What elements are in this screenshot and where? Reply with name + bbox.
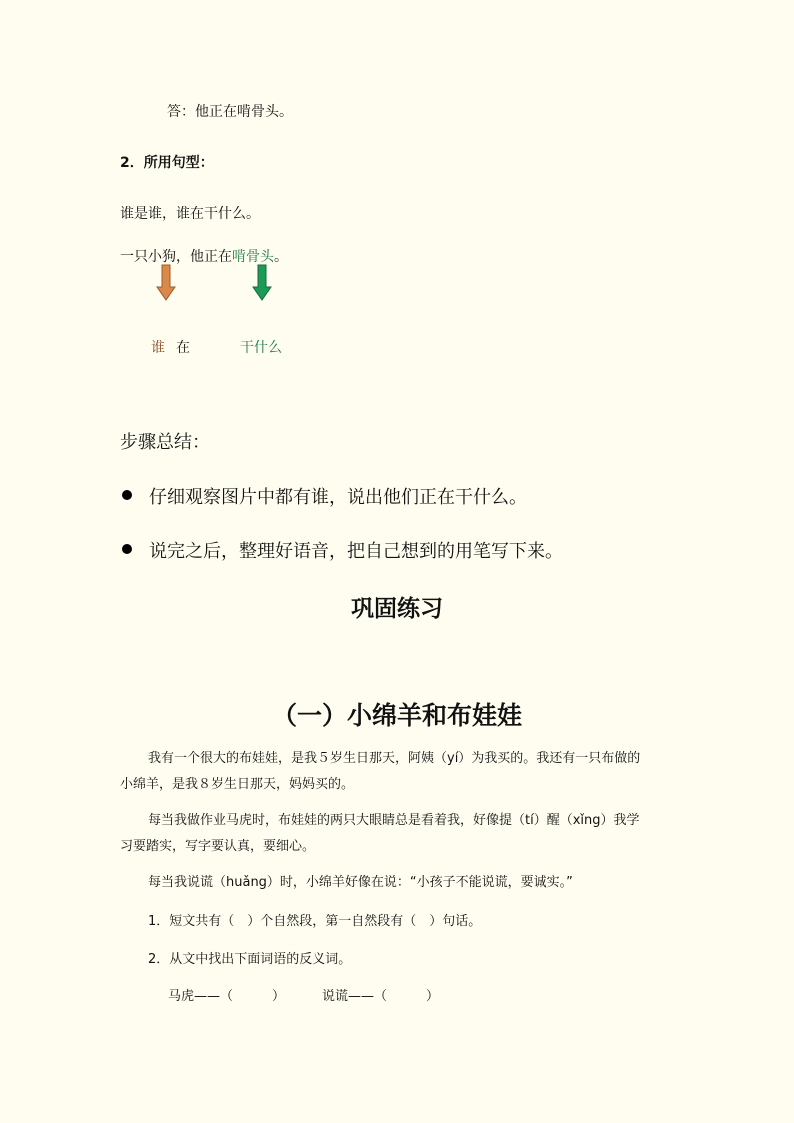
example-highlight: 啃骨头 [232, 249, 274, 265]
story-paragraph: 每当我做作业马虎时，布娃娃的两只大眼睛总是看着我，好像提（tí）醒（xǐng）我学习要踏实，写字要认真，要细心。 [120, 813, 640, 854]
sentence-pattern: 谁是谁，谁在干什么。 [120, 206, 260, 222]
step-item: 仔细观察图片中都有谁，说出他们正在干什么。 [149, 487, 527, 508]
question-1: 1．短文共有（ ）个自然段，第一自然段有（ ）句话。 [148, 914, 482, 929]
brown-down-arrow-icon [155, 264, 177, 302]
label-who: 谁 [151, 340, 165, 356]
antonym-item: 说谎——（ ） [322, 989, 440, 1004]
label-at: 在 [176, 340, 190, 356]
story-paragraph: 我有一个很大的布娃娃，是我５岁生日那天，阿姨（yí）为我买的。我还有一只布做的小绵羊，是我８岁生日那天，妈妈买的。 [120, 751, 641, 792]
story-title: （一）小绵羊和布娃娃 [271, 701, 522, 730]
bullet-icon [122, 544, 132, 554]
question-2: 2．从文中找出下面词语的反义词。 [148, 952, 352, 967]
answer-line: 答：他正在啃骨头。 [167, 104, 293, 120]
summary-heading: 步骤总结： [120, 432, 210, 453]
example-sentence [120, 246, 288, 266]
bullet-icon [122, 490, 132, 500]
practice-title: 巩固练习 [351, 596, 443, 622]
example-suffix: 。 [274, 249, 288, 265]
example-prefix: 一只小狗，他正在 [120, 249, 232, 265]
story-paragraph: 每当我说谎（huǎng）时，小绵羊好像在说：“小孩子不能说谎，要诚实。” [148, 875, 573, 890]
step-item: 说完之后，整理好语音，把自己想到的用笔写下来。 [149, 541, 563, 562]
green-down-arrow-icon [251, 264, 273, 302]
antonym-item: 马虎——（ ） [168, 989, 286, 1004]
section-heading: 2．所用句型： [120, 155, 214, 171]
label-doing: 干什么 [240, 340, 282, 356]
